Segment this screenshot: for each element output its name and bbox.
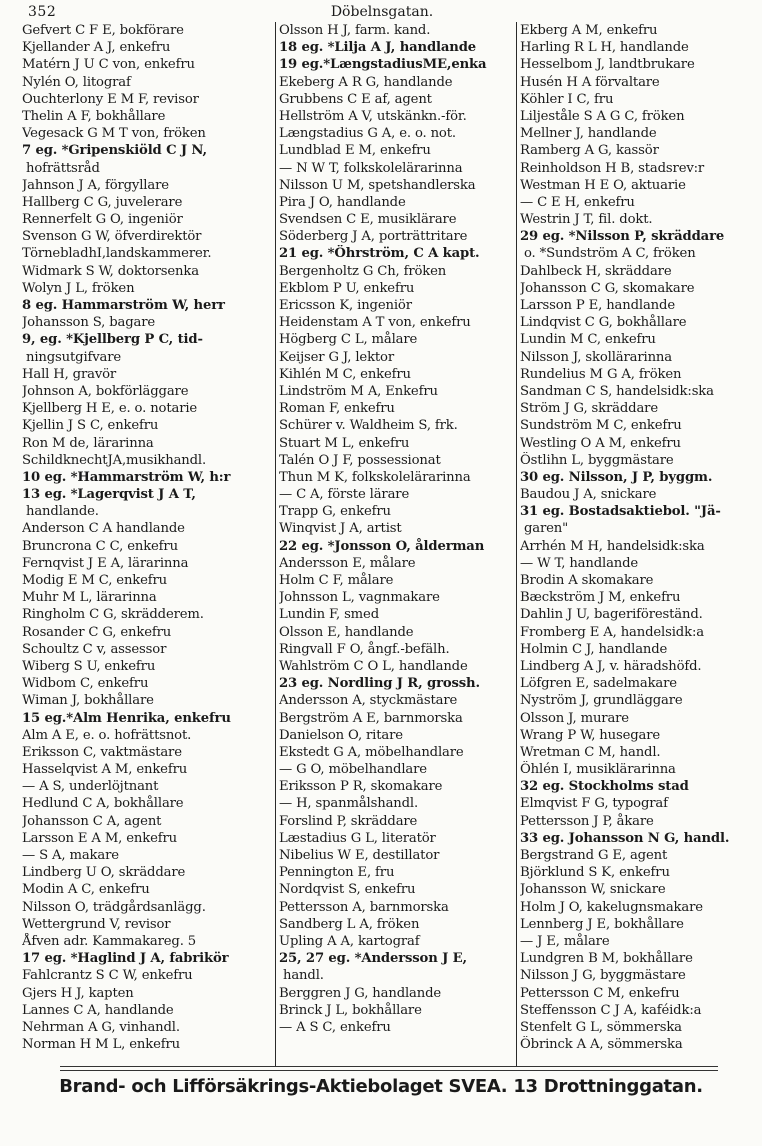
directory-entry: 8 eg. Hammarström W, herr	[22, 298, 225, 313]
directory-entry: Norman H M L, enkefru	[22, 1037, 180, 1053]
directory-entry: Berggren J G, handlande	[279, 985, 442, 1001]
directory-entry: Brodin A skomakare	[520, 573, 654, 588]
directory-entry: Eriksson C, vaktmästare	[22, 744, 182, 760]
directory-entry: Husén H A förvaltare	[520, 74, 660, 90]
directory-entry: Stenfelt G L, sömmerska	[520, 1019, 682, 1035]
directory-entry: Andersson E, målare	[279, 555, 416, 571]
directory-entry: Mellner J, handlande	[520, 126, 657, 142]
directory-entry: Modig E M C, enkefru	[22, 573, 168, 588]
directory-entry: Larsson E A M, enkefru	[22, 830, 177, 846]
directory-entry: Ström J G, skräddare	[520, 401, 658, 417]
directory-entry: 22 eg. *Jonsson O, ålderman	[279, 538, 485, 554]
directory-entry: 18 eg. *Lilja A J, handlande	[279, 40, 477, 56]
directory-entry: Ekblom P U, enkefru	[279, 280, 415, 296]
page-number: 352	[28, 4, 57, 20]
directory-entry: Kjellander A J, enkefru	[22, 40, 171, 56]
directory-entry: Hellström A V, utskänkn.-för.	[279, 108, 467, 124]
directory-entry: Pettersson J P, åkare	[520, 813, 654, 829]
directory-entry: — S A, makare	[22, 848, 119, 863]
directory-entry: Westrin J T, fil. dokt.	[520, 212, 653, 228]
directory-entry: Bæckström J M, enkefru	[520, 590, 681, 606]
directory-column-2	[275, 22, 516, 1067]
directory-entry: handlande.	[26, 504, 99, 520]
directory-entry: Lundblad E M, enkefru	[279, 143, 431, 159]
directory-entry: Holmin C J, handlande	[520, 641, 668, 657]
directory-entry: Svendsen C E, musiklärare	[279, 212, 457, 228]
directory-entry: Danielson O, ritare	[279, 727, 403, 743]
directory-entry: 7 eg. *Gripenskiöld C J N,	[22, 143, 207, 159]
directory-entry: Ringvall F O, ångf.-befälh.	[279, 641, 450, 657]
directory-entry: Lundin M C, enkefru	[520, 332, 656, 348]
directory-entry: 17 eg. *Haglind J A, fabrikör	[22, 951, 229, 967]
street-title: Döbelnsgatan.	[330, 4, 434, 20]
directory-entry: Lindqvist C G, bokhållare	[520, 315, 687, 331]
directory-entry: 30 eg. Nilsson, J P, byggm.	[520, 469, 713, 485]
directory-entry: Wiman J, bokhållare	[22, 693, 154, 709]
directory-entry: Hasselqvist A M, enkefru	[22, 762, 188, 778]
directory-entry: Johnson A, bokförläggare	[22, 383, 189, 399]
directory-entry: Wettergrund V, revisor	[22, 916, 171, 932]
directory-entry: Pettersson C M, enkefru	[520, 985, 680, 1001]
directory-entry: Widmark S W, doktorsenka	[22, 263, 199, 279]
directory-column-3	[516, 22, 746, 1067]
directory-entry: SchildknechtJA,musikhandl.	[22, 452, 207, 468]
directory-entry: Gefvert C F E, bokförare	[22, 23, 184, 38]
directory-entry: Baudou J A, snickare	[520, 487, 657, 503]
directory-entry: garen"	[524, 521, 569, 537]
directory-entry: 29 eg. *Nilsson P, skräddare	[520, 229, 725, 245]
directory-entry: Længstadius G A, e. o. not.	[279, 126, 456, 142]
directory-entry: 23 eg. Nordling J R, grossh.	[279, 676, 480, 692]
directory-entry: Johansson S, bagare	[22, 315, 156, 331]
directory-entry: Schürer v. Waldheim S, frk.	[279, 418, 458, 434]
directory-entry: Ekberg A M, enkefru	[520, 23, 658, 38]
directory-entry: Wretman C M, handl.	[520, 744, 661, 760]
directory-columns	[22, 22, 744, 1067]
directory-entry: 15 eg.*Alm Henrika, enkefru	[22, 710, 231, 726]
directory-entry: Olsson H J, farm. kand.	[279, 23, 431, 38]
directory-entry: Dahlbeck H, skräddare	[520, 263, 672, 279]
directory-entry: Westling O A M, enkefru	[520, 435, 681, 451]
directory-entry: Grubbens C E af, agent	[279, 91, 432, 107]
directory-entry: Bergström A E, barnmorska	[279, 710, 463, 726]
directory-entry: Widbom C, enkefru	[22, 676, 149, 692]
directory-entry: Trapp G, enkefru	[279, 504, 391, 520]
directory-entry: Wahlström C O L, handlande	[279, 658, 468, 674]
directory-entry: 10 eg. *Hammarström W, h:r	[22, 469, 231, 485]
directory-entry: Rundelius M G A, fröken	[520, 366, 682, 382]
directory-entry: Löfgren E, sadelmakare	[520, 676, 677, 692]
directory-entry: — G O, möbelhandlare	[279, 762, 427, 778]
directory-entry: Johnsson L, vagnmakare	[279, 590, 440, 606]
directory-entry: Söderberg J A, porträttritare	[279, 229, 468, 245]
directory-entry: 32 eg. Stockholms stad	[520, 779, 689, 795]
footer-divider	[60, 1066, 718, 1071]
directory-entry: Nylén O, litograf	[22, 74, 131, 90]
directory-entry: Hesselbom J, landtbrukare	[520, 57, 695, 73]
directory-entry: Ron M de, lärarinna	[22, 435, 154, 451]
directory-entry: Dahlin J U, bageriföreständ.	[520, 607, 703, 623]
directory-entry: Öhlén I, musiklärarinna	[520, 762, 676, 778]
directory-entry: Brinck J L, bokhållare	[279, 1002, 422, 1018]
directory-entry: Wiberg S U, enkefru	[22, 658, 156, 674]
directory-entry: Björklund S K, enkefru	[520, 865, 670, 881]
directory-entry: Stuart M L, enkefru	[279, 435, 410, 451]
directory-entry: Nilsson O, trädgårdsanlägg.	[22, 899, 206, 915]
directory-column-1	[22, 22, 274, 1067]
directory-entry: Pettersson A, barnmorska	[279, 899, 449, 915]
directory-entry: TörnebladhI,landskammerer.	[22, 246, 212, 262]
directory-entry: Vegesack G M T von, fröken	[22, 126, 206, 142]
directory-entry: Arrhén M H, handelsidk:ska	[520, 538, 705, 554]
directory-entry: Pira J O, handlande	[279, 194, 406, 210]
directory-entry: Lennberg J E, bokhållare	[520, 916, 684, 932]
page-header	[22, 0, 742, 24]
directory-entry: — J E, målare	[520, 933, 610, 949]
directory-entry: 21 eg. *Öhrström, C A kapt.	[279, 246, 480, 262]
directory-entry: — A S C, enkefru	[279, 1019, 391, 1035]
directory-entry: Olsson E, handlande	[279, 624, 414, 640]
directory-entry: Kjellberg H E, e. o. notarie	[22, 401, 198, 417]
directory-entry: handl.	[283, 968, 324, 984]
directory-entry: Hallberg C G, juvelerare	[22, 194, 183, 210]
directory-entry: Johansson C A, agent	[22, 813, 162, 829]
directory-entry: Muhr M L, lärarinna	[22, 590, 157, 606]
directory-entry: Upling A A, kartograf	[279, 933, 420, 949]
directory-entry: 13 eg. *Lagerqvist J A T,	[22, 487, 196, 503]
directory-entry: Modin A C, enkefru	[22, 882, 150, 898]
directory-entry: — C A, förste lärare	[279, 487, 410, 503]
directory-entry: Lindberg A J, v. häradshöfd.	[520, 658, 702, 674]
advertisement-footer: Brand- och Lifförsäkrings-Aktiebolaget SVEA. 13 Drottninggatan.	[59, 1076, 703, 1097]
directory-entry: hofrättsråd	[26, 160, 100, 176]
directory-entry: Öbrinck A A, sömmerska	[520, 1037, 683, 1053]
directory-entry: Johansson W, snickare	[520, 882, 666, 898]
directory-entry: Svenson G W, öfverdirektör	[22, 229, 202, 245]
directory-entry: ningsutgifvare	[26, 349, 122, 365]
directory-entry: Nehrman A G, vinhandl.	[22, 1019, 180, 1035]
directory-entry: — N W T, folkskolelärarinna	[279, 160, 463, 176]
directory-entry: Schoultz C v, assessor	[22, 641, 167, 657]
directory-entry: Holm J O, kakelugnsmakare	[520, 899, 703, 915]
directory-entry: Nilsson J, skollärarinna	[520, 349, 672, 365]
directory-entry: Jahnson J A, förgyllare	[22, 177, 169, 193]
directory-entry: Thun M K, folkskolelärarinna	[279, 469, 471, 485]
directory-entry: Ouchterlony E M F, revisor	[22, 91, 199, 107]
directory-entry: Andersson A, styckmästare	[279, 693, 458, 709]
directory-entry: Keijser G J, lektor	[279, 349, 395, 365]
directory-entry: Larsson P E, handlande	[520, 298, 675, 313]
directory-entry: Hall H, gravör	[22, 366, 117, 382]
directory-entry: — W T, handlande	[520, 555, 639, 571]
directory-entry: 33 eg. Johansson N G, handl.	[520, 830, 730, 846]
directory-entry: Johansson C G, skomakare	[520, 280, 695, 296]
directory-entry: Lundgren B M, bokhållare	[520, 951, 693, 967]
directory-entry: — H, spanmålshandl.	[279, 796, 419, 812]
directory-entry: Hedlund C A, bokhållare	[22, 796, 184, 812]
directory-entry: Lindström M A, Enkefru	[279, 383, 438, 399]
directory-entry: Matérn J U C von, enkefru	[22, 57, 195, 73]
directory-entry: Thelin A F, bokhållare	[22, 108, 166, 124]
directory-entry: Anderson C A handlande	[22, 521, 185, 537]
directory-entry: Åfven adr. Kammakareg. 5	[22, 933, 197, 949]
directory-entry: Reinholdson H B, stadsrev:r	[520, 160, 705, 176]
directory-entry: Ekstedt G A, möbelhandlare	[279, 744, 464, 760]
directory-entry: 25, 27 eg. *Andersson J E,	[279, 951, 467, 967]
directory-entry: Læstadius G L, literatör	[279, 830, 436, 846]
directory-entry: 19 eg.*LængstadiusME,enka	[279, 57, 487, 73]
directory-entry: Harling R L H, handlande	[520, 40, 689, 56]
directory-entry: Högberg C L, målare	[279, 332, 418, 348]
directory-entry: Rosander C G, enkefru	[22, 624, 172, 640]
directory-entry: — A S, underlöjtnant	[22, 779, 159, 795]
directory-entry: Bruncrona C C, enkefru	[22, 538, 178, 554]
directory-entry: Rennerfelt G O, ingeniör	[22, 212, 183, 228]
directory-entry: Steffensson C J A, kaféidk:a	[520, 1002, 702, 1018]
directory-entry: Kjellin J S C, enkefru	[22, 418, 159, 434]
directory-entry: Lindberg U O, skräddare	[22, 865, 186, 881]
directory-entry: Sandberg L A, fröken	[279, 916, 420, 932]
directory-entry: Liljeståle S A G C, fröken	[520, 108, 685, 124]
directory-entry: Wrang P W, husegare	[520, 727, 661, 743]
directory-entry: Fernqvist J E A, lärarinna	[22, 555, 189, 571]
directory-entry: Östlihn L, byggmästare	[520, 452, 674, 468]
directory-entry: Bergstrand G E, agent	[520, 848, 668, 863]
directory-entry: Olsson J, murare	[520, 710, 629, 726]
directory-entry: Gjers H J, kapten	[22, 985, 134, 1001]
directory-entry: Winqvist J A, artist	[279, 521, 402, 537]
directory-entry: Alm A E, e. o. hofrättsnot.	[22, 727, 192, 743]
directory-entry: Fahlcrantz S C W, enkefru	[22, 968, 193, 984]
directory-entry: Nordqvist S, enkefru	[279, 882, 416, 898]
directory-entry: Westman H E O, aktuarie	[520, 177, 686, 193]
directory-entry: Holm C F, målare	[279, 573, 394, 588]
directory-entry: Heidenstam A T von, enkefru	[279, 315, 471, 331]
directory-entry: Eriksson P R, skomakare	[279, 779, 443, 795]
directory-entry: Bergenholtz G Ch, fröken	[279, 263, 447, 279]
directory-entry: 9, eg. *Kjellberg P C, tid-	[22, 332, 203, 348]
directory-entry: — C E H, enkefru	[520, 194, 635, 210]
directory-entry: Forslind P, skräddare	[279, 813, 418, 829]
directory-entry: Talén O J F, possessionat	[279, 452, 441, 468]
directory-entry: Roman F, enkefru	[279, 401, 395, 417]
directory-entry: 31 eg. Bostadsaktiebol. "Jä-	[520, 504, 721, 520]
directory-entry: Ringholm C G, skrädderem.	[22, 607, 204, 623]
directory-entry: Lannes C A, handlande	[22, 1002, 174, 1018]
directory-entry: Fromberg E A, handelsidk:a	[520, 624, 704, 640]
directory-entry: Ekeberg A R G, handlande	[279, 74, 453, 90]
directory-entry: Wolyn J L, fröken	[22, 280, 135, 296]
directory-entry: Elmqvist F G, typograf	[520, 796, 668, 812]
directory-entry: Lundin F, smed	[279, 607, 379, 623]
directory-entry: Kihlén M C, enkefru	[279, 366, 411, 382]
directory-entry: Sandman C S, handelsidk:ska	[520, 383, 714, 399]
directory-entry: Köhler I C, fru	[520, 91, 614, 107]
directory-entry: Pennington E, fru	[279, 865, 395, 881]
directory-entry: Nilsson U M, spetshandlerska	[279, 177, 476, 193]
directory-entry: Nibelius W E, destillator	[279, 848, 440, 863]
directory-entry: Nilsson J G, byggmästare	[520, 968, 686, 984]
directory-entry: o. *Sundström A C, fröken	[524, 246, 696, 262]
directory-entry: Ramberg A G, kassör	[520, 143, 659, 159]
directory-entry: Nyström J, grundläggare	[520, 693, 683, 709]
directory-entry: Sundström M C, enkefru	[520, 418, 682, 434]
directory-entry: Ericsson K, ingeniör	[279, 298, 412, 313]
